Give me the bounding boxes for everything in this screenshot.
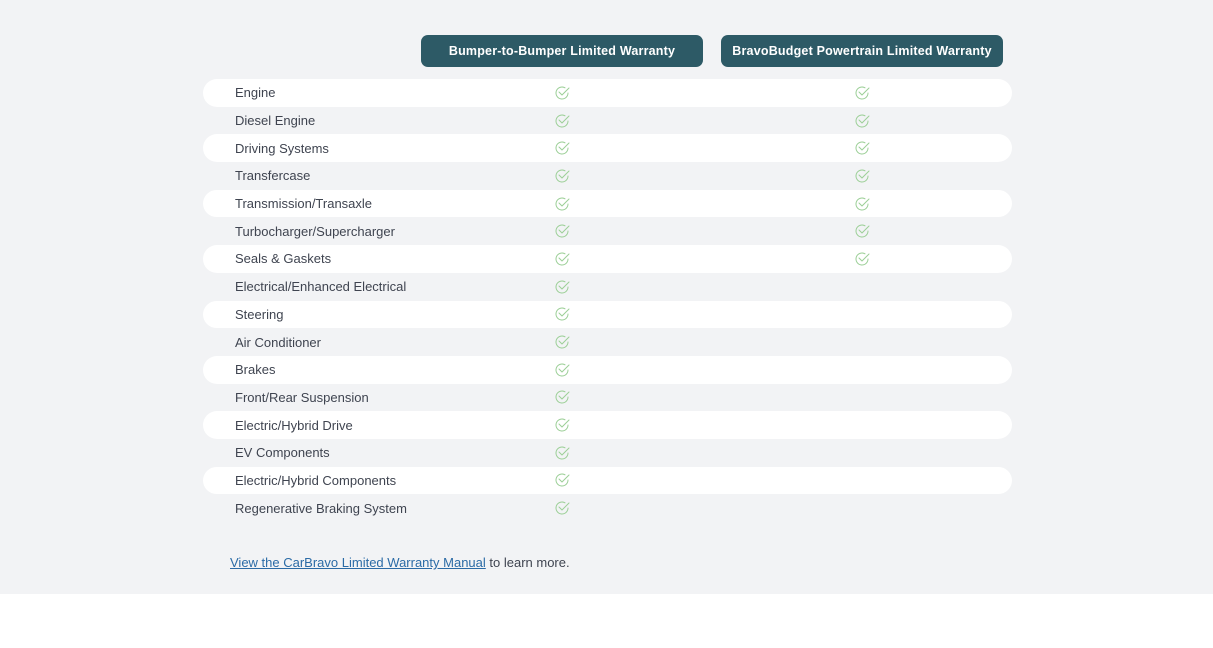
table-row (203, 245, 1012, 273)
check-circle-icon (554, 362, 570, 378)
bumper-to-bumper-cell (412, 445, 712, 461)
table-row (203, 356, 1012, 384)
powertrain-cell (712, 223, 1012, 239)
table-row (203, 273, 1012, 301)
row-label: Electric/Hybrid Components (235, 472, 397, 488)
check-circle-icon (854, 196, 870, 212)
powertrain-cell (712, 113, 1012, 129)
bumper-to-bumper-cell (412, 223, 712, 239)
row-label: Transfercase (235, 168, 311, 184)
bumper-to-bumper-cell (412, 472, 712, 488)
check-circle-icon (554, 417, 570, 433)
check-circle-icon (854, 223, 870, 239)
column-header-powertrain: BravoBudget Powertrain Limited Warranty (721, 35, 1003, 67)
bumper-to-bumper-cell (412, 251, 712, 267)
bumper-to-bumper-cell (412, 500, 712, 516)
row-label: Driving Systems (235, 140, 329, 156)
bumper-to-bumper-cell (412, 389, 712, 405)
check-circle-icon (554, 445, 570, 461)
table-row (203, 162, 1012, 190)
column-header-bumper-to-bumper: Bumper-to-Bumper Limited Warranty (421, 35, 703, 67)
check-circle-icon (554, 334, 570, 350)
check-circle-icon (854, 85, 870, 101)
row-label: Front/Rear Suspension (235, 389, 369, 405)
header-col-bumper-to-bumper (412, 35, 712, 67)
row-label: Air Conditioner (235, 334, 321, 350)
row-label: Engine (235, 85, 276, 101)
table-row (203, 384, 1012, 412)
table-row (203, 79, 1012, 107)
warranty-manual-link[interactable]: View the CarBravo Limited Warranty Manual (230, 555, 486, 570)
header-spacer (203, 35, 412, 67)
powertrain-cell (712, 251, 1012, 267)
check-circle-icon (554, 306, 570, 322)
check-circle-icon (554, 223, 570, 239)
check-circle-icon (854, 168, 870, 184)
check-circle-icon (554, 140, 570, 156)
check-circle-icon (854, 113, 870, 129)
row-label: Turbocharger/Supercharger (235, 223, 395, 239)
powertrain-cell (712, 85, 1012, 101)
bumper-to-bumper-cell (412, 306, 712, 322)
bumper-to-bumper-cell (412, 362, 712, 378)
bumper-to-bumper-cell (412, 334, 712, 350)
check-circle-icon (554, 113, 570, 129)
footer-note (203, 555, 1012, 570)
check-circle-icon (554, 196, 570, 212)
row-label: Brakes (235, 362, 276, 378)
check-circle-icon (554, 279, 570, 295)
table-row (203, 134, 1012, 162)
warranty-table-header (203, 35, 1012, 67)
table-row (203, 328, 1012, 356)
row-label: Electric/Hybrid Drive (235, 417, 353, 433)
bumper-to-bumper-cell (412, 168, 712, 184)
row-label: Seals & Gaskets (235, 251, 332, 267)
check-circle-icon (554, 168, 570, 184)
bumper-to-bumper-cell (412, 279, 712, 295)
bumper-to-bumper-cell (412, 113, 712, 129)
table-row (203, 439, 1012, 467)
warranty-table (203, 79, 1012, 522)
footer-note-text: to learn more. (485, 555, 570, 570)
table-row (203, 411, 1012, 439)
table-row (203, 301, 1012, 329)
check-circle-icon (554, 85, 570, 101)
table-row (203, 467, 1012, 495)
header-col-powertrain (712, 35, 1012, 67)
row-label: Transmission/Transaxle (235, 196, 373, 212)
row-label: Regenerative Braking System (235, 500, 407, 516)
table-row (203, 494, 1012, 522)
check-circle-icon (554, 500, 570, 516)
powertrain-cell (712, 196, 1012, 212)
powertrain-cell (712, 140, 1012, 156)
check-circle-icon (554, 389, 570, 405)
row-label: Steering (235, 306, 284, 322)
check-circle-icon (854, 251, 870, 267)
row-label: Electrical/Enhanced Electrical (235, 279, 407, 295)
table-row (203, 107, 1012, 135)
table-row (203, 217, 1012, 245)
row-label: EV Components (235, 445, 330, 461)
bumper-to-bumper-cell (412, 417, 712, 433)
bumper-to-bumper-cell (412, 196, 712, 212)
check-circle-icon (854, 140, 870, 156)
bumper-to-bumper-cell (412, 140, 712, 156)
row-label: Diesel Engine (235, 113, 316, 129)
powertrain-cell (712, 168, 1012, 184)
check-circle-icon (554, 472, 570, 488)
bumper-to-bumper-cell (412, 85, 712, 101)
warranty-table-container (203, 35, 1012, 570)
check-circle-icon (554, 251, 570, 267)
table-row (203, 190, 1012, 218)
